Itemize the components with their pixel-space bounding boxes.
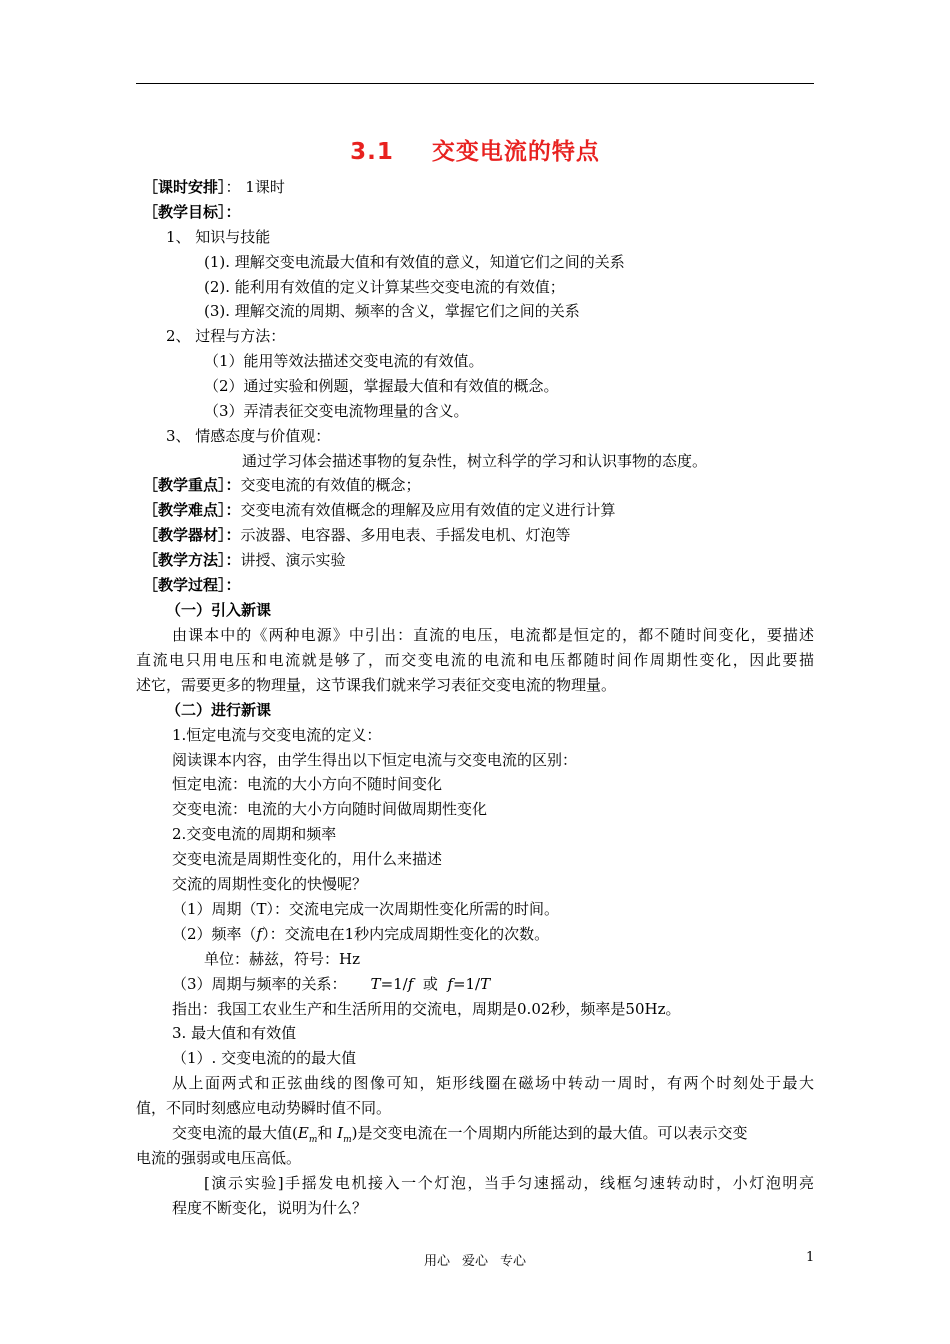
objective-3: 3、 情感态度与价值观： xyxy=(166,427,331,445)
period-definition: （1）周期（T）：交流电完成一次周期性变化所需的时间。 xyxy=(172,900,560,918)
page-number: 1 xyxy=(806,1250,815,1265)
question-line-1: 交变电流是周期性变化的，用什么来描述 xyxy=(172,850,443,868)
dc-definition: 恒定电流：电流的大小方向不随时间变化 xyxy=(172,775,443,793)
title-number: 3.1 xyxy=(350,139,394,165)
relation-line xyxy=(172,974,490,994)
relation-T2: T xyxy=(480,975,491,993)
method-text: 讲授、演示实验 xyxy=(240,551,346,569)
max-def-I-sub: m xyxy=(343,1135,352,1145)
footer-word-1: 用心 xyxy=(423,1254,450,1269)
process-heading: ［教学过程］： xyxy=(143,576,241,594)
page-title xyxy=(0,133,950,166)
difficulty-heading: ［教学难点］： xyxy=(143,501,241,519)
objective-3-text: 通过学习体会描述事物的复杂性，树立科学的学习和认识事物的态度。 xyxy=(242,452,708,470)
footer-word-2: 爱心 xyxy=(461,1254,488,1269)
intro-para-line-3: 述它，需要更多的物理量，这节课我们就来学习表征交变电流的物理量。 xyxy=(136,676,617,694)
equipment-text: 示波器、电容器、多用电表、手摇发电机、灯泡等 xyxy=(240,526,571,544)
objective-1-2: (2). 能利用有效值的定义计算某些交变电流的有效值； xyxy=(204,278,565,296)
intro-para-line-1: 由课本中的《两种电源》中引出：直流的电压，电流都是恒定的，都不随时间变化，要描述 xyxy=(172,626,814,644)
relation-T: T xyxy=(370,975,381,993)
objectives-heading: ［教学目标］： xyxy=(143,203,241,221)
relation-f2: f xyxy=(447,975,453,993)
frequency-definition xyxy=(172,924,549,944)
max-def-E: E xyxy=(297,1124,309,1142)
unit-line: 单位：赫兹，符号：Hz xyxy=(204,950,360,968)
objective-2-3: （3）弄清表征交变电流物理量的含义。 xyxy=(204,402,469,420)
method-line xyxy=(143,550,346,570)
footer-word-3: 专心 xyxy=(500,1254,527,1269)
ac-definition: 交变电流：电流的大小方向随时间做周期性变化 xyxy=(172,800,488,818)
equipment-heading: ［教学器材］： xyxy=(143,526,241,544)
max-def-and: 和 xyxy=(317,1124,338,1142)
intro-para-line-2: 直流电只用电压和电流就是够了，而交变电流的电流和电压都随时间作周期性变化，因此要描 xyxy=(136,651,814,669)
objective-2: 2、 过程与方法： xyxy=(166,327,286,345)
difficulty-line xyxy=(143,500,616,520)
subhead-definition: 1.恒定电流与交变电流的定义： xyxy=(172,726,382,744)
schedule-value: ： 1课时 xyxy=(225,178,285,196)
note-line: 指出：我国工农业生产和生活所用的交流电，周期是0.02秒，频率是50Hz。 xyxy=(172,1000,681,1018)
relation-eq-2: =1/ xyxy=(452,975,481,993)
difficulty-text: 交变电流有效值概念的理解及应用有效值的定义进行计算 xyxy=(240,501,616,519)
focus-heading: ［教学重点］： xyxy=(143,476,241,494)
objective-1-1: (1). 理解交变电流最大值和有效值的意义，知道它们之间的关系 xyxy=(204,253,625,271)
equipment-line xyxy=(143,525,571,545)
section-1-heading: （一）引入新课 xyxy=(166,601,272,619)
max-def-line-2: 电流的强弱或电压高低。 xyxy=(136,1149,302,1167)
definition-intro: 阅读课本内容，由学生得出以下恒定电流与交变电流的区别： xyxy=(172,751,578,769)
max-def-I: I xyxy=(337,1124,344,1142)
focus-text: 交变电流的有效值的概念； xyxy=(240,476,421,494)
max-para-line-1: 从上面两式和正弦曲线的图像可知，矩形线圈在磁场中转动一周时，有两个时刻处于最大 xyxy=(172,1074,814,1092)
subhead-period-frequency: 2.交变电流的周期和频率 xyxy=(172,825,337,843)
relation-or: 或 xyxy=(413,975,448,993)
objective-1: 1、 知识与技能 xyxy=(166,228,271,246)
demo-line-2: 程度不断变化，说明为什么？ xyxy=(172,1199,368,1217)
relation-f: f xyxy=(407,975,414,993)
header-rule xyxy=(136,83,814,84)
objective-2-1: （1）能用等效法描述交变电流的有效值。 xyxy=(204,352,484,370)
subhead-max: （1）. 交变电流的的最大值 xyxy=(172,1049,357,1067)
title-text: 交变电流的特点 xyxy=(431,139,600,165)
max-def-line-1 xyxy=(172,1123,747,1150)
frequency-symbol: f xyxy=(256,925,263,943)
max-def-text-a: 交变电流的最大值( xyxy=(172,1124,298,1142)
focus-line xyxy=(143,475,421,495)
relation-label: （3）周期与频率的关系： xyxy=(172,975,347,993)
subhead-max-effective: 3. 最大值和有效值 xyxy=(172,1024,297,1042)
schedule-heading: ［课时安排］ xyxy=(143,178,226,196)
frequency-label: （2）频率（ xyxy=(172,925,257,943)
max-para-line-2: 值，不同时刻感应电动势瞬时值不同。 xyxy=(136,1099,392,1117)
demo-line-1: [演示实验]手摇发电机接入一个灯泡，当手匀速摇动，线框匀速转动时，小灯泡明亮 xyxy=(204,1174,814,1192)
max-def-E-sub: m xyxy=(308,1135,318,1145)
question-line-2: 交流的周期性变化的快慢呢？ xyxy=(172,875,368,893)
method-heading: ［教学方法］： xyxy=(143,551,241,569)
frequency-text: ）：交流电在1秒内完成周期性变化的次数。 xyxy=(262,925,550,943)
objective-2-2: （2）通过实验和例题，掌握最大值和有效值的概念。 xyxy=(204,377,559,395)
schedule-line xyxy=(143,177,285,197)
objective-1-3: (3). 理解交流的周期、频率的含义，掌握它们之间的关系 xyxy=(204,302,580,320)
relation-eq-1: =1/ xyxy=(380,975,408,993)
max-def-text-c: )是交变电流在一个周期内所能达到的最大值。可以表示交变 xyxy=(351,1124,748,1142)
section-2-heading: （二）进行新课 xyxy=(166,701,272,719)
